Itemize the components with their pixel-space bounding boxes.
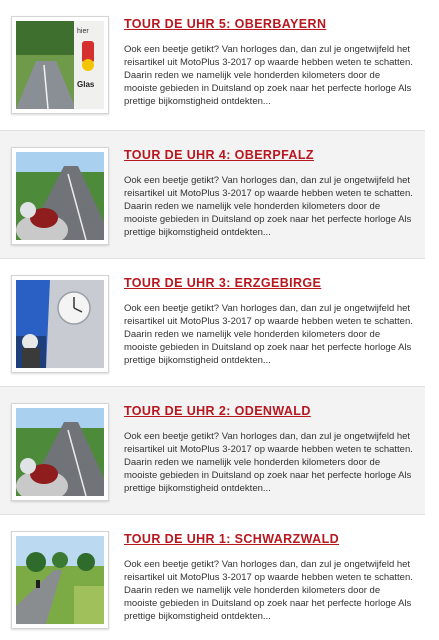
article-title-link[interactable]: TOUR DE UHR 1: SCHWARZWALD	[124, 532, 340, 546]
article-excerpt: Ook een beetje getikt? Van horloges dan, dan zul je ongetwijfeld het reisartikel uit MotoPlus 3-2017 op waarde hebben weten te schatten. Daarin reden we namelijk vele honderden kilometers door de mooiste gebieden in Duitsland op zoek naar het perfecte horloge Als prettige bijkomstigheid ontdekten...	[124, 559, 413, 622]
article-thumbnail[interactable]	[11, 147, 109, 245]
article-item	[0, 387, 425, 515]
article-title-link[interactable]: TOUR DE UHR 2: ODENWALD	[124, 404, 311, 418]
article-title-link[interactable]: TOUR DE UHR 4: OBERPFALZ	[124, 148, 314, 162]
article-item	[0, 131, 425, 259]
article-title-link[interactable]: TOUR DE UHR 3: ERZGEBIRGE	[124, 276, 322, 290]
article-thumbnail[interactable]	[11, 403, 109, 501]
motorcycle-road-photo	[16, 408, 104, 496]
article-item	[0, 259, 425, 387]
countryside-road-photo	[16, 536, 104, 624]
article-excerpt: Ook een beetje getikt? Van horloges dan, dan zul je ongetwijfeld het reisartikel uit MotoPlus 3-2017 op waarde hebben weten te schatten. Daarin reden we namelijk vele honderden kilometers door de mooiste gebieden in Duitsland op zoek naar het perfecte horloge Als prettige bijkomstigheid ontdekten...	[124, 175, 413, 238]
article-excerpt: Ook een beetje getikt? Van horloges dan, dan zul je ongetwijfeld het reisartikel uit MotoPlus 3-2017 op waarde hebben weten te schatten. Daarin reden we namelijk vele honderden kilometers door de mooiste gebieden in Duitsland op zoek naar het perfecte horloge Als prettige bijkomstigheid ontdekten...	[124, 44, 413, 107]
article-thumbnail[interactable]	[11, 531, 109, 629]
article-item	[0, 515, 425, 640]
article-thumbnail[interactable]	[11, 275, 109, 373]
article-thumbnail[interactable]	[11, 16, 109, 114]
clock-tower-photo	[16, 280, 104, 368]
article-item	[0, 0, 425, 131]
sign-text-bottom: Glas	[77, 80, 95, 89]
article-title-link[interactable]: TOUR DE UHR 5: OBERBAYERN	[124, 17, 327, 31]
sign-text-top: hier	[77, 28, 89, 35]
article-excerpt: Ook een beetje getikt? Van horloges dan, dan zul je ongetwijfeld het reisartikel uit MotoPlus 3-2017 op waarde hebben weten te schatten. Daarin reden we namelijk vele honderden kilometers door de mooiste gebieden in Duitsland op zoek naar het perfecte horloge Als prettige bijkomstigheid ontdekten...	[124, 431, 413, 494]
article-excerpt: Ook een beetje getikt? Van horloges dan, dan zul je ongetwijfeld het reisartikel uit MotoPlus 3-2017 op waarde hebben weten te schatten. Daarin reden we namelijk vele honderden kilometers door de mooiste gebieden in Duitsland op zoek naar het perfecte horloge Als prettige bijkomstigheid ontdekten...	[124, 303, 413, 366]
road-sign-photo	[16, 21, 104, 109]
motorcycle-road-photo	[16, 152, 104, 240]
